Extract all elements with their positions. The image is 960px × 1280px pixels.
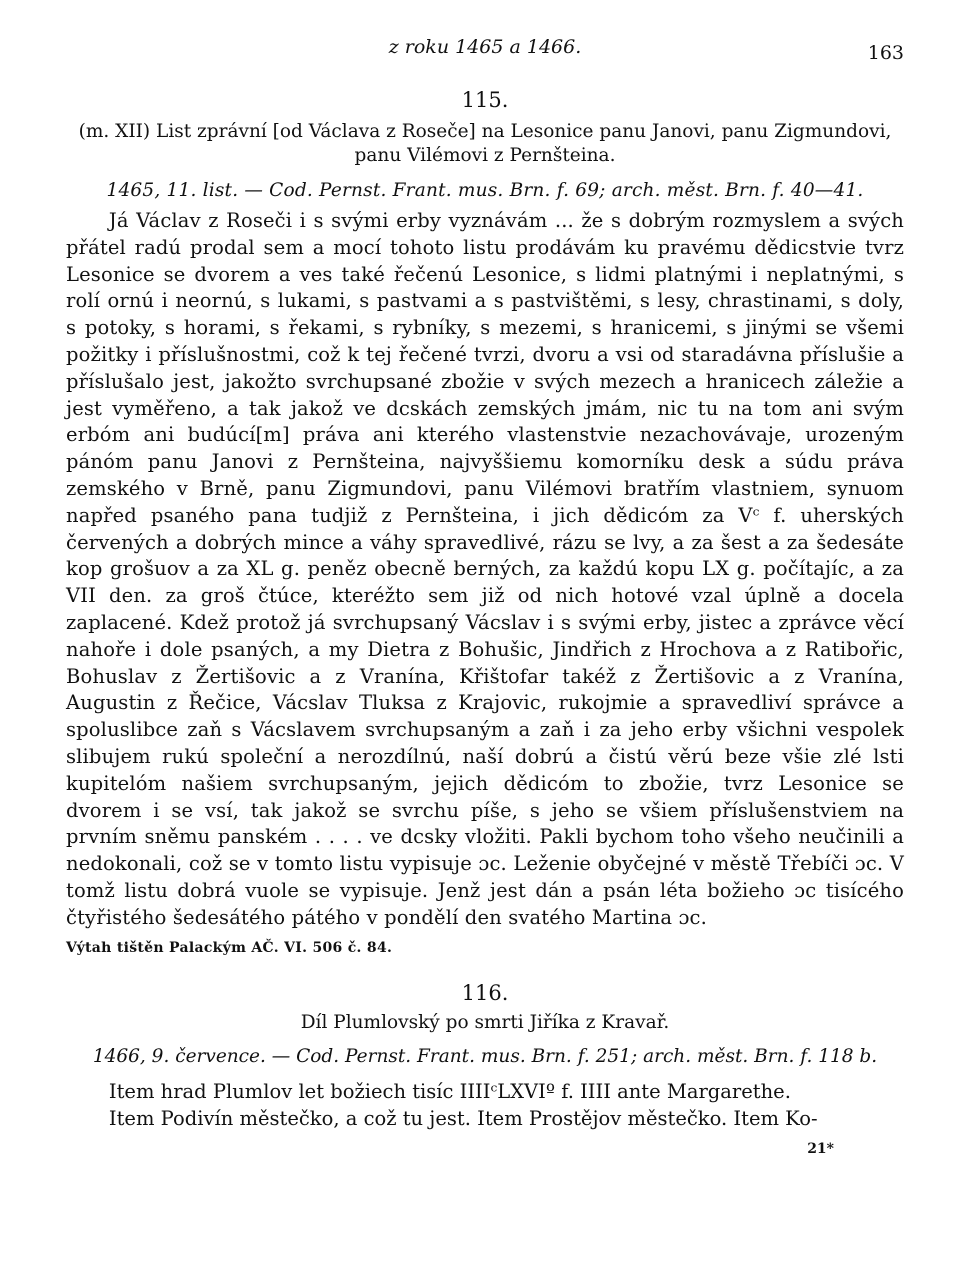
running-title: z roku 1465 a 1466. (388, 36, 582, 58)
signature-mark: 21* (807, 1140, 834, 1157)
document-footnote-115: Výtah tištěn Palackým AČ. VI. 506 č. 84. (66, 939, 393, 956)
document-body-115: Já Václav z Roseči i s svými erby vyznávám ... že s dobrým rozmyslem a svých přátel radú prodal sem a mocí tohoto listu prodávám ku pravému dědicstvie tvrz Lesonice se dvorem a ves také řečenú Lesonice, s lidmi platnými i neplatnými, s rolí ornú i neornú, s lukami, s pastvami a s pastvištěmi, s lesy, chrastinami, s doly, s potoky, s horami, s řekami, s rybníky, s mezemi, s hranicemi, s jinými se všemi požitky i příslušnostmi, což k tej řečené tvrzi, dvoru a vsi od staradávna příslušie a příslušalo jest, jakožto svrchupsané zbožie v svých mezech a hranicech záležie a jest vyměřeno, a tak jakož ve dcskách zemských jmám, nic tu na tom ani svým erbóm ani budúcí[m] práva ani kterého vlastenstvie nezachovávaje, urozeným pánóm panu Janovi z Pernšteina, najvyššiemu komorníku desk a súdu práva zemského v Brně, panu Zigmundovi, panu Vilémovi bratřím vlastniem, synuom napřed psaného pana tudjiž z Pernšteina, i jich dědicóm za Vᶜ f. uherských červených a dobrých mince a váhy spravedlivé, rázu se lvy, a za šest a za šedesáte kop grošuov a za XL g. peněz obecně berných, za každú kopu LX g. počítajíc, a za VII den. za groš čtúce, kteréžto sem již od nich hotové vzal úplně a docela zaplacené. Kdež protož já svrchupsaný Vácslav i s svými erby, jistec a zprávce věcí nahoře i dole psaných, a my Dietra z Bohušic, Jindřich z Hrochova a z Ratibořic, Bohuslav z Žertišovic a z Vranína, Křištofar takéž z Žertišovic a z Vranína, Augustin z Řečice, Vácslav Tluksa z Krajovic, rukojmie a spravedliví správce a spoluslibce zaň s Vácslavem svrchupsaným a zaň i za jeho erby všichni vespolek slibujem rukú společní a nerozdílnú, naší dobrú a čistú věrú beze všie zlé lsti kupitelóm našiem svrchupsaným, jejich dědicóm to zbožie, tvrz Lesonice se dvorem i se vsí, tak jakož se svrchu píše, s jeho se všiem příslušenstviem na prvním sněmu panském . . . . ve dcsky vložiti. Pakli bychom toho všeho neučinili a nedokonali, což se v tomto listu vypisuje ɔc. Leženie obyčejné v městě Třebíči ɔc. V tomž listu dobrá vuole se vypisuje. Jenž jest dán a psán léta božieho ɔc tisícého čtyřistého šedesátého pátého v pondělí den svatého Martina ɔc. (66, 209, 904, 929)
document-body-116-line-2: Item Podivín městečko, a což tu jest. Item Prostějov městečko. Item Ko- (108, 1107, 818, 1131)
page (66, 34, 904, 1157)
document-source-115: 1465, 11. list. — Cod. Pernst. Frant. mus. Brn. f. 69; arch. měst. Brn. f. 40—41. (106, 180, 864, 201)
running-head (66, 34, 904, 64)
document-body-116-line-1: Item hrad Plumlov let božiech tisíc IIIIᶜLXVIº f. IIII ante Margarethe. (108, 1079, 791, 1103)
document-number-115: 115. (461, 88, 509, 112)
document-number-116: 116. (461, 980, 509, 1005)
document-source-116: 1466, 9. července. — Cod. Pernst. Frant. mus. Brn. f. 251; arch. měst. Brn. f. 118 b. (92, 1045, 878, 1067)
document-heading-115: (m. XII) List zprávní [od Václava z Roseče] na Lesonice panu Janovi, panu Zigmundovi, panu Vilémovi z Pernšteina. (78, 121, 892, 166)
document-heading-116: Díl Plumlovský po smrti Jiříka z Kravař. (300, 1011, 670, 1033)
page-number: 163 (867, 42, 904, 64)
